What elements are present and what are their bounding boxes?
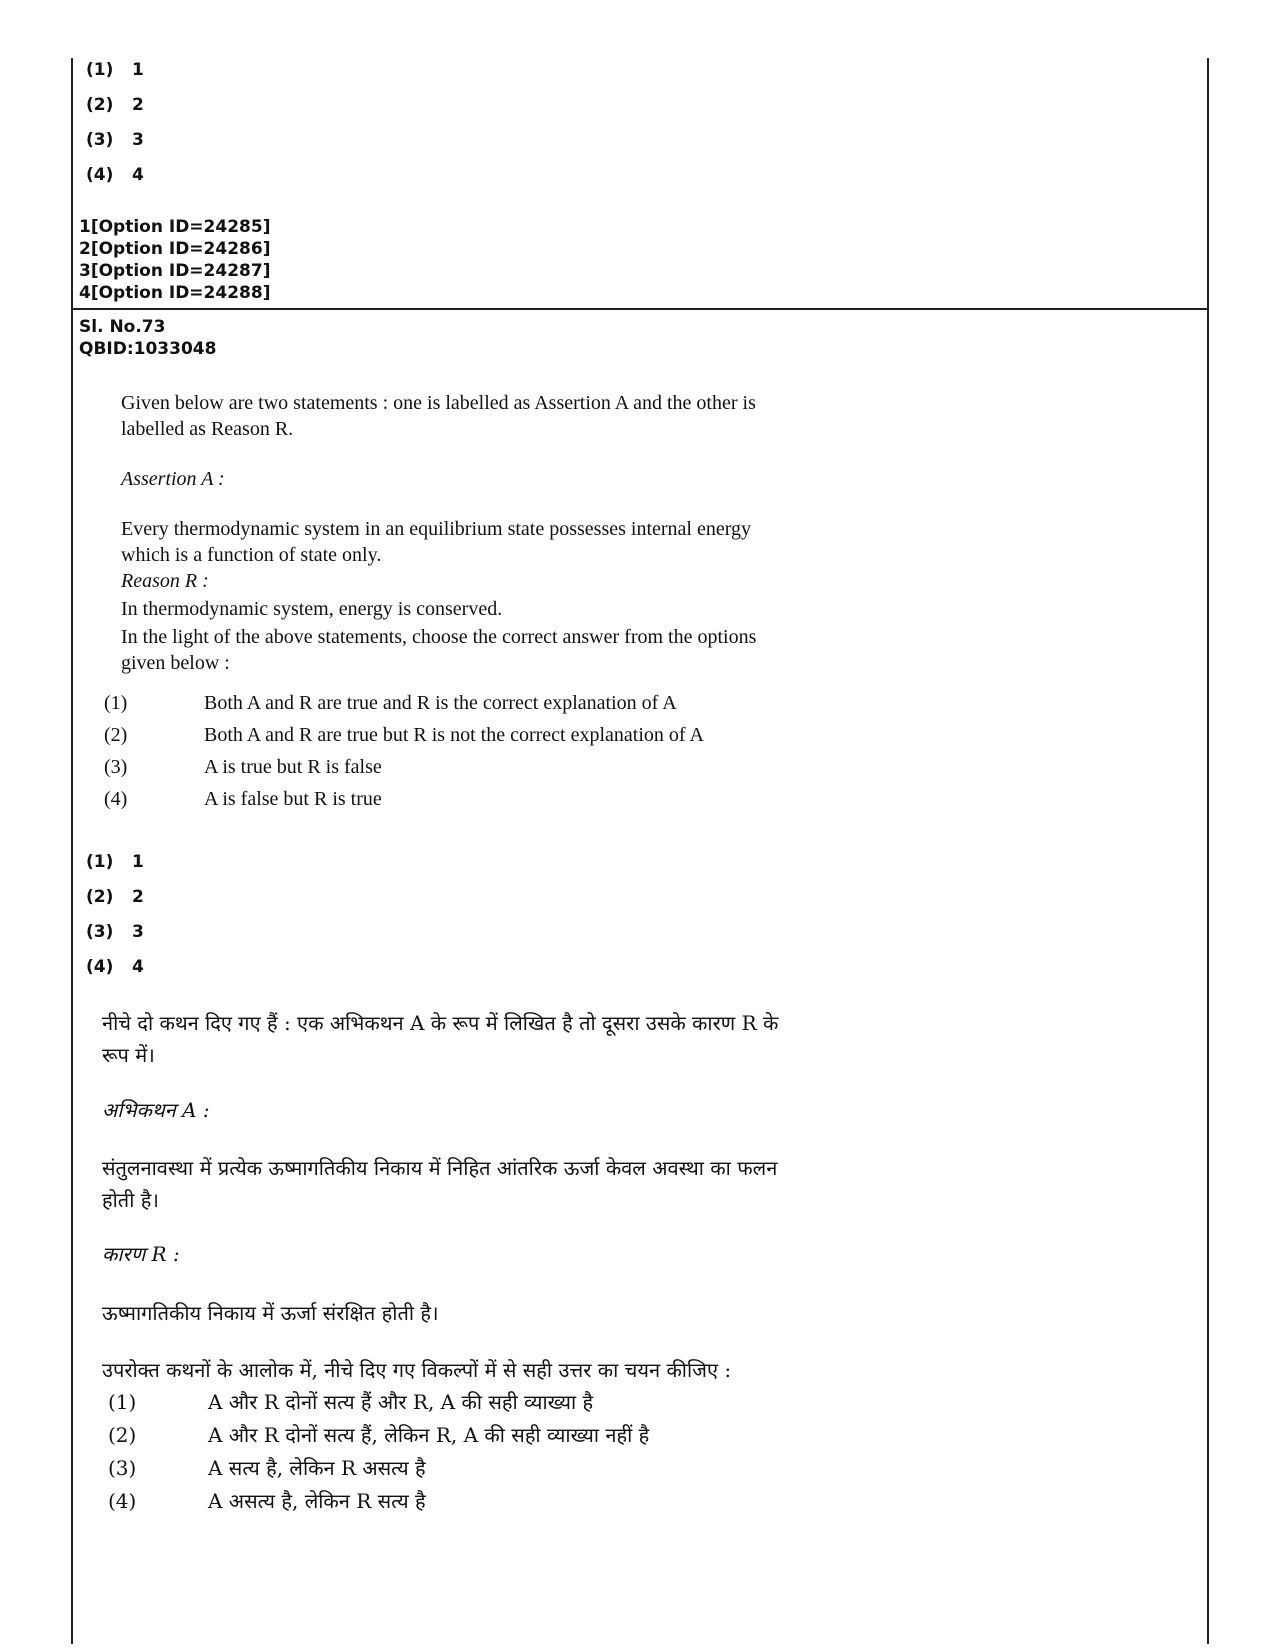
question-english xyxy=(121,390,841,676)
choice-row: (4) A is false but R is true xyxy=(104,788,382,810)
choice-row: (1) A और R दोनों सत्य हैं और R, A की सही व्याख्या है xyxy=(108,1390,594,1414)
answer-option: (4) 4 xyxy=(86,957,144,977)
reason-text: In thermodynamic system, energy is conserved. xyxy=(121,598,503,620)
answer-option: (2) 2 xyxy=(86,95,144,115)
choice-row: (3) A सत्य है, लेकिन R असत्य है xyxy=(108,1456,426,1480)
qbid: QBID:1033048 xyxy=(79,339,217,359)
question-divider xyxy=(71,308,1209,310)
assertion-text: Every thermodynamic system in an equilibrium state possesses internal energy xyxy=(121,518,752,540)
answer-option: (1) 1 xyxy=(86,852,144,872)
answer-option: (2) 2 xyxy=(86,887,144,907)
reason-label-hindi: कारण R : xyxy=(102,1242,180,1266)
choice-row: (3) A is true but R is false xyxy=(104,756,382,778)
assertion-label: Assertion A : xyxy=(121,468,225,490)
option-id-list xyxy=(79,216,270,304)
option-id: 4[Option ID=24288] xyxy=(79,283,271,303)
reason-label: Reason R : xyxy=(121,570,209,592)
answer-option: (1) 1 xyxy=(86,60,144,80)
intro-line: रूप में। xyxy=(102,1043,155,1067)
answer-option: (3) 3 xyxy=(86,922,144,942)
choice-row: (2) Both A and R are true but R is not the correct explanation of A xyxy=(104,724,704,746)
serial-number: Sl. No.73 xyxy=(79,317,166,337)
assertion-text-hindi: संतुलनावस्था में प्रत्येक ऊष्मागतिकीय निकाय में निहित आंतरिक ऊर्जा केवल अवस्था का फलन होती है। xyxy=(102,1156,778,1212)
choice-row: (1) Both A and R are true and R is the correct explanation of A xyxy=(104,692,677,714)
intro-line: labelled as Reason R. xyxy=(121,418,294,440)
left-border xyxy=(71,58,73,1644)
prompt-text: In the light of the above statements, choose the correct answer from the options xyxy=(121,626,757,648)
option-id: 2[Option ID=24286] xyxy=(79,239,271,259)
choice-row: (4) A असत्य है, लेकिन R सत्य है xyxy=(108,1489,426,1513)
right-border xyxy=(1207,58,1209,1644)
question-hindi-intro xyxy=(102,1007,922,1071)
intro-line: Given below are two statements : one is labelled as Assertion A and the other is xyxy=(121,392,756,414)
option-id: 3[Option ID=24287] xyxy=(79,261,271,281)
choices-hindi xyxy=(108,1389,928,1521)
answer-options xyxy=(86,851,144,991)
choices-english xyxy=(104,690,864,818)
intro-line: नीचे दो कथन दिए गए हैं : एक अभिकथन A के रूप में लिखित है तो दूसरा उसके कारण R के xyxy=(102,1011,779,1035)
question-header xyxy=(79,316,216,360)
prev-answer-options xyxy=(86,59,144,199)
assertion-text: which is a function of state only. xyxy=(121,544,382,566)
option-id: 1[Option ID=24285] xyxy=(79,217,271,237)
reason-text-hindi: ऊष्मागतिकीय निकाय में ऊर्जा संरक्षित होती है। xyxy=(102,1301,439,1325)
prompt-text: given below : xyxy=(121,652,230,674)
assertion-label-hindi: अभिकथन A : xyxy=(102,1098,210,1122)
prompt-text-hindi: उपरोक्त कथनों के आलोक में, नीचे दिए गए विकल्पों में से सही उत्तर का चयन कीजिए : xyxy=(102,1358,732,1382)
answer-option: (3) 3 xyxy=(86,130,144,150)
answer-option: (4) 4 xyxy=(86,165,144,185)
choice-row: (2) A और R दोनों सत्य हैं, लेकिन R, A की सही व्याख्या नहीं है xyxy=(108,1423,650,1447)
